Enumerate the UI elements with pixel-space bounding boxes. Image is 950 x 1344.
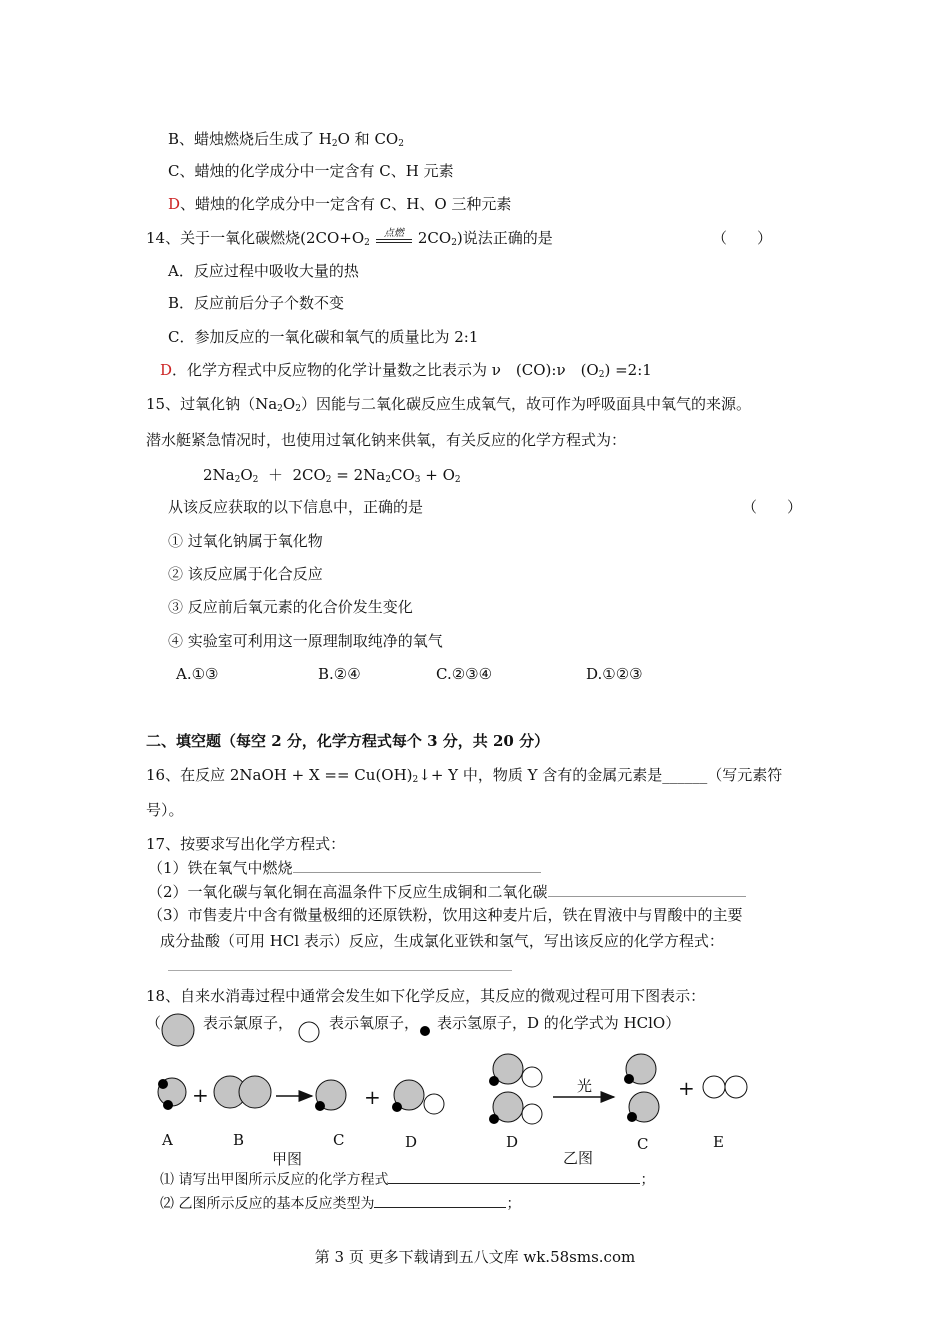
plus-sign: + [364,1085,381,1109]
q13-option-d: D、蜡烛的化学成分中一定含有 C、H、O 三种元素 [168,195,512,213]
label-e: E [713,1133,724,1151]
q14-option-a: A．反应过程中吸收大量的热 [168,262,359,280]
plus-sign: + [192,1083,209,1107]
q15-stem-2: 潜水艇紧急情况时，也使用过氧化钠来供氧，有关反应的化学方程式为： [146,431,627,449]
label-c: C [333,1131,345,1149]
q15-stem: 15、过氧化钠$(Na_2O_2)$因能与二氧化碳反应生成氧气，故可作为呼吸面具中氧气的来源。 [146,395,751,414]
q15-item: ② 该反应属于化合反应 [168,565,323,583]
molecule-d-hydrogen [392,1102,402,1112]
answer-mark: D [160,361,173,379]
section-title: 二、填空题（每空 2 分，化学方程式每个 3 分，共 20 分） [146,732,550,750]
q16-stem-2: 号）。 [146,801,184,819]
label-b: B [233,1131,245,1149]
q14-answer-paren: （ ） [712,229,773,247]
molecule-a-hydrogen [163,1100,173,1110]
q13-option-c: C、蜡烛的化学成分中一定含有 C、H 元素 [168,162,454,180]
legend-chlorine-atom [162,1014,194,1046]
label-a: A [162,1131,173,1149]
q15-item: ④ 实验室可利用这一原理制取纯净的氧气 [168,632,443,650]
figure-yi-caption: 乙图 [563,1149,594,1167]
q15-equation: $2Na_2O_2 + 2CO_2 = 2Na_2CO_3 + O_2$ [203,466,461,485]
q15-choice-b: B.②④ [318,665,361,683]
molecule-c-hydrogen [624,1074,634,1084]
q17-part-3: （3）市售麦片中含有微量极细的还原铁粉，饮用这种麦片后，铁在胃液中与胃酸中的主要 [148,906,743,924]
q14-option-b: B．反应前后分子个数不变 [168,294,345,312]
q17-part-1: （1）铁在氧气中燃烧 [148,857,541,878]
legend-oxygen-atom [299,1022,319,1042]
molecule-b-chlorine [239,1076,271,1108]
reaction-condition-arrow: 点燃 [374,230,414,248]
label-c: C [637,1135,649,1153]
q15-choice-a: A.①③ [176,665,219,683]
legend-hydrogen-atom [420,1026,430,1036]
q14-option-d: D．化学方程式中反应物的化学计量数之比表示为 ν (CO):ν $(O_2)$ =2:1 [160,361,652,380]
figure-jia-caption: 甲图 [272,1150,303,1168]
q17-part-2: （2）一氧化碳与氧化铜在高温条件下反应生成铜和二氧化碳 [148,881,746,902]
molecule-d-hydrogen [489,1114,499,1124]
q15-item: ③ 反应前后氧元素的化合价发生变化 [168,598,413,616]
label-d: D [506,1133,519,1151]
q15-choice-c: C.②③④ [436,665,493,683]
q16-answer-blank[interactable]: ______ [662,766,708,784]
q18-part-2: ⑵ 乙图所示反应的基本反应类型为 ； [160,1192,520,1214]
molecule-c-hydrogen [315,1101,325,1111]
light-condition: 光 [577,1077,593,1095]
q16-stem: 16、在反应 2NaOH + $X == Cu(OH)_2↓+ Y$ 中，物质 Y 含有的金属元素是______（写元素符 [146,766,783,785]
legend-oxygen-label: 表示氧原子， [329,1014,420,1032]
q15-answer-paren: （ ） [742,498,803,516]
molecule-c-hydrogen [627,1112,637,1122]
answer-mark: D [168,195,181,213]
q14-option-c: C．参加反应的一氧化碳和氧气的质量比为 2:1 [168,328,479,346]
molecule-e-oxygen [725,1076,747,1098]
q15-prompt: 从该反应获取的以下信息中，正确的是 [168,498,424,516]
molecule-d-oxygen [424,1094,444,1114]
q15-item: ① 过氧化钠属于氧化物 [168,532,323,550]
legend-chlorine-label: 表示氯原子， [203,1014,294,1032]
plus-sign: + [678,1076,695,1100]
molecule-d-oxygen [522,1067,542,1087]
q14-stem: 14、关于一氧化碳燃烧($2CO+O_2$ 点燃 $2CO_2$)说法正确的是 [146,228,553,248]
molecule-d-oxygen [522,1104,542,1124]
q18-part-1: ⑴ 请写出甲图所示反应的化学方程式 ； [160,1168,654,1190]
q13-option-b: B、蜡烛燃烧后生成了 $H_2O$ 和 $CO_2$ [168,130,404,149]
answer-blank[interactable] [388,1168,640,1184]
q17-stem: 17、按要求写出化学方程式： [146,835,346,853]
label-d: D [405,1133,418,1151]
legend-hydrogen-label: 表示氢原子，D 的化学式为 HClO） [437,1014,681,1032]
q18-stem: 18、自来水消毒过程中通常会发生如下化学反应，其反应的微观过程可用下图表示： [146,987,706,1005]
q17-part-3-cont: 成分盐酸（可用 HCl 表示）反应，生成氯化亚铁和氢气，写出该反应的化学方程式： [160,932,724,950]
molecule-d-hydrogen [489,1076,499,1086]
molecule-e-oxygen [703,1076,725,1098]
answer-blank[interactable] [374,1192,506,1208]
q18-legend-open: （ [146,1014,162,1032]
page-footer: 第 3 页 更多下载请到五八文库 wk.58sms.com [314,1248,636,1266]
q15-choice-d: D.①②③ [586,665,643,683]
molecule-a-hydrogen [158,1079,168,1089]
